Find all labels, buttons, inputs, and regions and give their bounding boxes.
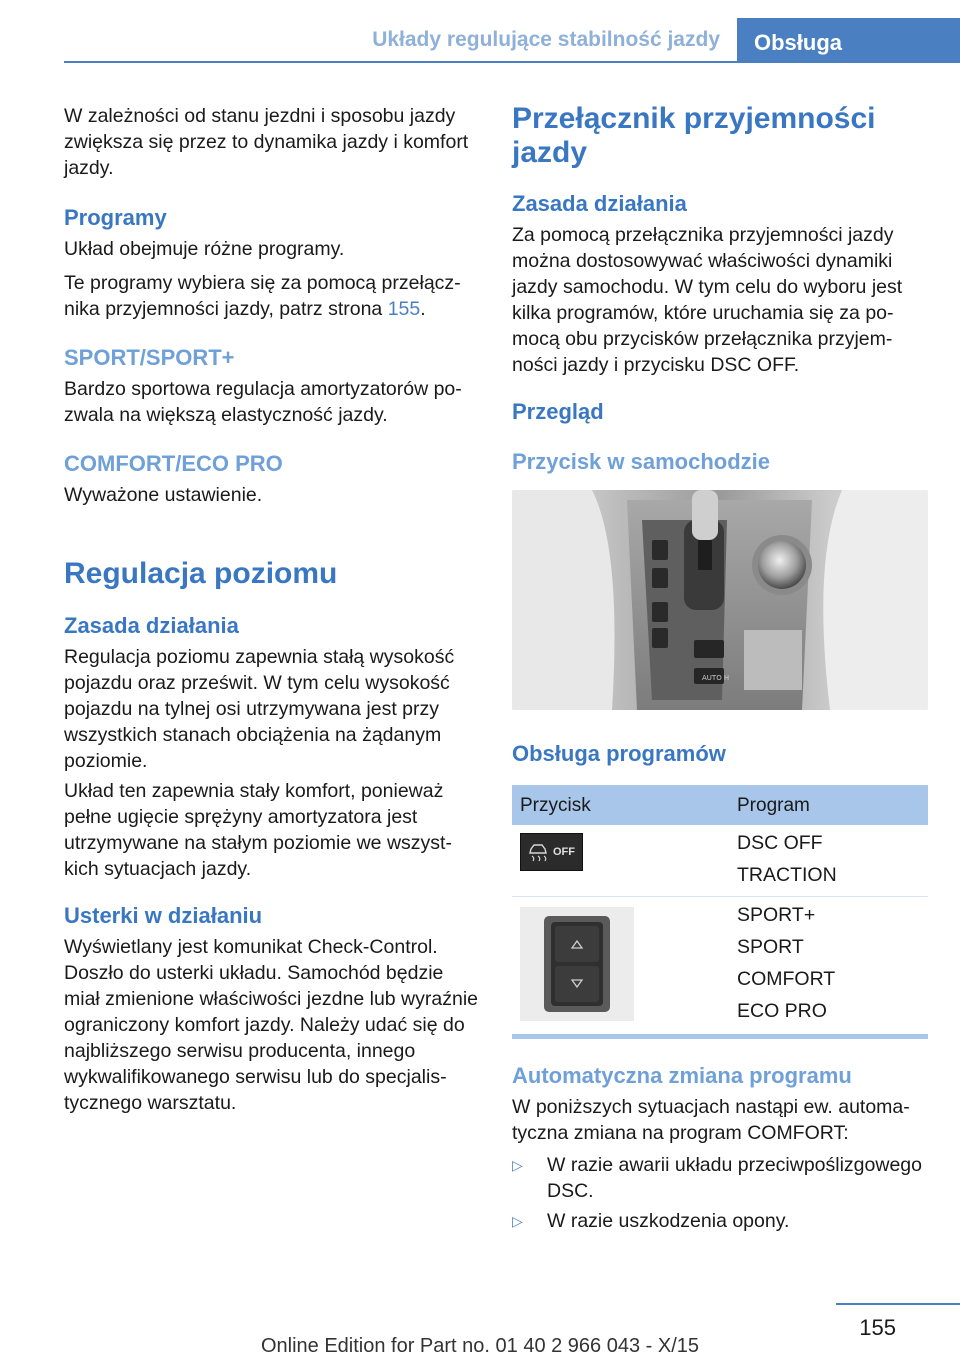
- overview-heading: Przegląd: [512, 399, 604, 424]
- auto-change-paragraph: W poniższych sytuacjach nastąpi ew. automatyczna zmiana na program COMFORT:: [512, 1096, 910, 1144]
- table-header: [512, 785, 928, 825]
- header-chapter-tab: Obsługa: [737, 18, 960, 63]
- faults-paragraph: Wyświetlany jest komunikat Check-Control. Doszło do usterki układu. Samochód będzie miał zmienione właściwości jezdne lub wyraźnie ograniczony komfort jazdy. Należy udać się do najbliższego serwisu producenta, innego wykwalifikowanego serwisu lub do specjalistycznego warsztatu.: [64, 936, 479, 1114]
- level-principle-paragraph-1: Regulacja poziomu zapewnia stałą wysokość pojazdu oraz prześwit. W tym celu wysokość pojazdu na tylnej osi utrzymywana jest przy wszystkich stanach obciążenia na żądanym poziomie.: [64, 646, 455, 772]
- switch-heading: Przełącznik przyjemności jazdy: [512, 102, 876, 169]
- table-header-program: Program: [737, 795, 810, 816]
- table-header-button: Przycisk: [520, 795, 591, 816]
- program-table: [512, 785, 928, 1039]
- program-comfort: COMFORT: [737, 968, 836, 990]
- level-principle-heading: Zasada działania: [64, 613, 239, 638]
- auto-change-heading: Automatyczna zmiana programu: [512, 1063, 852, 1088]
- program-sport-plus: SPORT+: [737, 904, 816, 926]
- bullet-triangle-icon: ▷: [512, 1157, 523, 1173]
- programs-paragraph-1: Układ obejmuje różne programy.: [64, 238, 345, 260]
- list-item: ▷ W razie awarii układu przeciwpoślizgowego DSC.: [512, 1154, 922, 1202]
- program-sport: SPORT: [737, 936, 804, 958]
- sport-paragraph: Bardzo sportowa regulacja amortyzatorów pozwala na większą elastyczność jazdy.: [64, 378, 462, 426]
- dsc-off-button-image: OFF: [520, 833, 583, 871]
- table-bottom-rule: [512, 1034, 928, 1039]
- page-number: 155: [859, 1315, 896, 1340]
- program-eco-pro: ECO PRO: [737, 1000, 827, 1022]
- level-principle-paragraph-2: Układ ten zapewnia stały komfort, ponieważ pełne ugięcie sprężyny amortyzatora jest utrzymywane na stałym poziomie we wszystkich sytuacjach jazdy.: [64, 780, 452, 880]
- button-in-car-heading: Przycisk w samochodzie: [512, 449, 770, 474]
- page-link[interactable]: 155: [387, 298, 421, 320]
- table-row: [512, 825, 928, 897]
- auto-h-label: AUTO H: [702, 674, 730, 682]
- list-item: ▷ W razie uszkodzenia opony.: [512, 1210, 790, 1232]
- sport-heading: SPORT/SPORT+: [64, 345, 235, 370]
- intro-paragraph: W zależności od stanu jezdni i sposobu jazdy zwiększa się przez to dynamika jazdy i komfort jazdy.: [64, 105, 469, 179]
- switch-principle-heading: Zasada działania: [512, 191, 687, 216]
- header-rule: [64, 61, 960, 63]
- switch-principle-paragraph: Za pomocą przełącznika przyjemności jazdy można dostosowywać właściwości dynamiki jazdy samochodu. W tym celu do wyboru jest kilka programów, które uruchamia się za pomocą obu przycisków przełącznika przyjemności jazdy i przycisku DSC OFF.: [512, 224, 903, 376]
- center-console-photo: [512, 490, 928, 710]
- page-number-rule: [836, 1303, 960, 1305]
- driving-experience-switch-image: [520, 907, 634, 1021]
- comfort-heading: COMFORT/ECO PRO: [64, 451, 283, 476]
- program-operation-heading: Obsługa programów: [512, 741, 726, 766]
- comfort-paragraph: Wyważone ustawienie.: [64, 484, 263, 506]
- table-row: [512, 897, 928, 1034]
- programs-paragraph-2: Te programy wybiera się za pomocą przełącznika przyjemności jazdy, patrz strona 155.: [64, 272, 461, 320]
- level-control-heading: Regulacja poziomu: [64, 557, 338, 590]
- header-section-title: Układy regulujące stabilność jazdy: [372, 28, 720, 51]
- programs-heading: Programy: [64, 205, 167, 230]
- program-traction: TRACTION: [737, 864, 837, 886]
- bullet-triangle-icon: ▷: [512, 1213, 523, 1229]
- program-dsc-off: DSC OFF: [737, 832, 823, 854]
- faults-heading: Usterki w działaniu: [64, 903, 263, 928]
- skidding-car-icon: [527, 842, 549, 862]
- edition-footer: Online Edition for Part no. 01 40 2 966 043 - X/15: [260, 1335, 700, 1357]
